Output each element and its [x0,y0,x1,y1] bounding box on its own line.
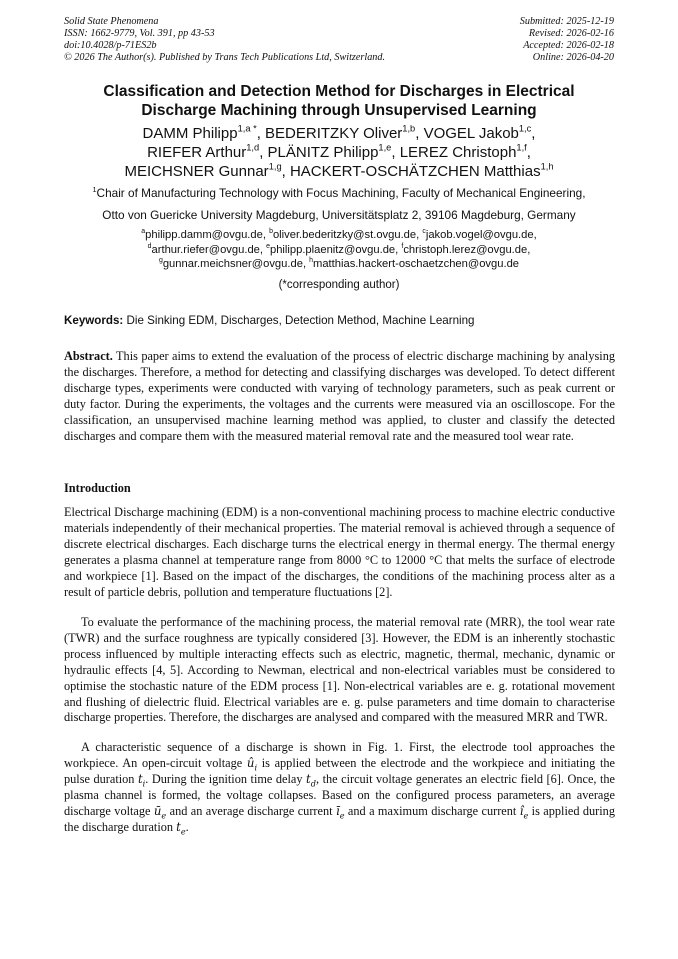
symbol-average-current: $ī_e$ [335,803,345,820]
issn: ISSN: 1662-9779, Vol. 391, pp 43-53 [64,28,215,39]
author-sup: 1,a * [237,123,257,134]
author-name: VOGEL Jakob [423,125,519,142]
revised-date: Revised: 2026-02-16 [528,28,614,39]
author-sup: 1,e [378,142,392,153]
author-list: DAMM Philipp$^{1,a *}$, BEDERITZKY Oliver$^{1,b}$, VOGEL Jakob$^{1,c}$, RIEFER Arthur$^{1,d}$, PLÄNITZ Philipp$^{1,e}$, LEREZ Christoph$^{1,f}$, MEICHSNER Gunnar$^{1,g}$, HACKERT-OSCHÄTZCHEN Matthias$^{1,h}$ [124,123,554,180]
email-link[interactable]: gunnar.meichsner@ovgu.de [162,258,303,270]
symbol-max-current: $î_e$ [519,803,529,820]
section-heading-introduction: Introduction [64,481,131,495]
author-sup: 1,g [268,161,282,172]
email-list: $^a$philipp.damm@ovgu.de, $^b$oliver.bederitzky@st.ovgu.de, $^c$jakob.vogel@ovgu.de, $^d$arthur.riefer@ovgu.de, $^e$philipp.plaenitz@ovgu.de, $^f$christoph.lerez@ovgu.de, $^g$gunnar.meichsner@ovgu.de, $^h$matthias.hackert-oschaetzchen@ovgu.de [141,228,537,270]
author-sup: 1,f [516,142,527,153]
symbol-ignition-delay: $t_d$ [306,771,316,789]
keywords-text: Die Sinking EDM, Discharges, Detection Method, Machine Learning [126,314,475,327]
copyright: © 2026 The Author(s). Published by Trans Tech Publications Ltd, Switzerland. [64,52,386,63]
email-link[interactable]: christoph.lerez@ovgu.de [403,243,528,256]
abstract [64,349,615,444]
online-date: Online: 2026-04-20 [532,52,614,63]
email-link[interactable]: jakob.vogel@ovgu.de [425,229,534,241]
email-link[interactable]: philipp.plaenitz@ovgu.de [269,243,396,256]
affiliation-line-1: $^1$Chair of Manufacturing Technology with Focus Machining, Faculty of Mechanical Engineering, [92,184,586,200]
email-link[interactable]: matthias.hackert-oschaetzchen@ovgu.de [313,258,520,270]
author-sup: 1,b [402,123,416,134]
corresponding-author-note: (*corresponding author) [278,279,400,291]
author-name: LEREZ Christoph [399,144,517,161]
abstract-text: This paper aims to extend the evaluation of the process of electric discharge machining by analysing the discharges. Therefore, a method for detecting and classifying discharges was developed. To detect different discharge types, experiments were conducted with varying of technology parameters, such as peak current or duty factor. During the experiments, the voltages and the currents were measured via an oscilloscope. For the classification, an unsupervised machine learning method was applied, to cluster and classify the detected discharges and compare them with the measured material removal rate and the measured tool wear rate. [64,349,615,443]
email-link[interactable]: arthur.riefer@ovgu.de [151,243,260,256]
intro-paragraph-1: Electrical Discharge machining (EDM) is a non-conventional machining process to machine electric conductive materials independently of their mechanical properties. The material removal is achieved through a sequence of discrete electrical discharges. Each discharge turns the electrical energy in thermal energy. The thermal energy generates a plasma channel at temperature range from 8000 °C to 12000 °C that melts the surface of electrode and workpiece [1]. Based on the impact of the discharges, the conditions of the machining process alter as a result of particle debris, pollution and temperature fluctuations [2]. [64,505,615,599]
author-sup: 1,h [540,161,554,172]
accepted-date: Accepted: 2026-02-18 [523,40,614,51]
symbol-discharge-duration: $t_e$ [176,819,186,836]
author-name: BEDERITZKY Oliver [265,125,403,142]
intro-paragraph-3: A characteristic sequence of a discharge is shown in Fig. 1. First, the electrode tool approaches the workpiece. An open-circuit voltage $û_i$ is applied between the electrode and the workpiece and initiating the pulse duration $t_i$. During the ignition time delay $t_d$, the circuit voltage generates an electric field [6]. Once, the plasma channel is formed, the voltage collapses. Based on the configured process parameters, an average discharge voltage $ū_e$ and an average discharge current $ī_e$ and a maximum discharge current $î_e$ is applied during the discharge duration $t_e$. [64,740,616,836]
header-dates [520,16,614,64]
title-line-2: Discharge Machining through Unsupervised Learning [141,102,537,119]
journal-name: Solid State Phenomena [64,16,159,27]
author-sup: 1,c [518,123,532,134]
title-line-1: Classification and Detection Method for Discharges in Electrical [103,83,575,100]
email-link[interactable]: philipp.damm@ovgu.de [145,229,263,241]
submitted-date: Submitted: 2025-12-19 [519,16,614,27]
abstract-label: Abstract. [64,349,113,363]
author-name: HACKERT-OSCHÄTZCHEN Matthias [289,163,541,180]
symbol-open-circuit-voltage: $û_i$ [246,755,258,773]
header-journal-info [64,16,385,64]
affiliation-line-2: Otto von Guericke University Magdeburg, Universitätsplatz 2, 39106 Magdeburg, Germany [102,208,576,222]
author-sup: 1,d [246,142,260,153]
author-name: PLÄNITZ Philipp [267,144,379,161]
doi: doi:10.4028/p-71ES2b [64,40,157,51]
author-name: RIEFER Arthur [147,144,247,161]
email-link[interactable]: oliver.bederitzky@st.ovgu.de [272,229,417,241]
paper-title [40,82,638,120]
symbol-pulse-duration: $t_i$ [137,771,146,789]
symbol-average-voltage: $ū_e$ [153,803,167,820]
author-name: MEICHSNER Gunnar [124,163,269,180]
keywords [64,314,616,327]
keywords-label: Keywords: [64,314,124,327]
intro-paragraph-2: To evaluate the performance of the machining process, the material removal rate (MRR), the tool wear rate (TWR) and the surface roughness are typically considered [3]. However, the EDM is an inherently stochastic process influenced by multiple interacting effects such as electric, magnetic, thermal, mechanic, dynamic or hydraulic effects [4, 5]. According to Newman, electrical and non-electrical variables must be considered to optimise the stochastic nature of the EDM process [1]. Non-electrical variables are e. g. rotational movement and flushing of dielectric fluid. Electrical variables are e. g. pulse parameters and time domain to characterise discharge properties. Therefore, the discharges are analysed and compared with the measured MRR and TWR. [64,615,615,725]
affiliation-sup: 1 [92,184,97,194]
author-name: DAMM Philipp [142,125,238,142]
